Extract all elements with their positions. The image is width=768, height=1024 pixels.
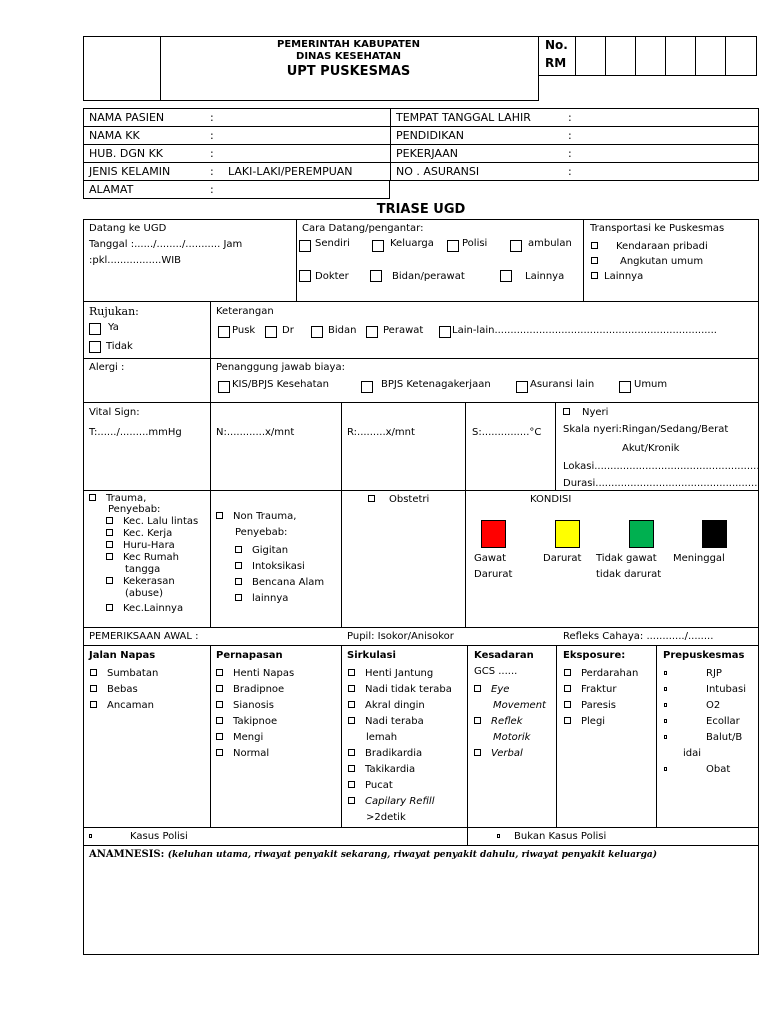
triage-title: TRIASE UGD bbox=[376, 202, 466, 217]
checkbox-icon[interactable] bbox=[106, 517, 113, 524]
prehospital-item[interactable]: Obat bbox=[664, 762, 758, 778]
checkbox-icon[interactable] bbox=[235, 578, 242, 585]
checkbox-icon[interactable] bbox=[664, 703, 667, 707]
checkbox-polisi[interactable] bbox=[447, 240, 459, 252]
checkbox-icon[interactable] bbox=[216, 717, 223, 724]
trauma-item-cont: tangga bbox=[125, 564, 161, 575]
header-line1: PEMERINTAH KABUPATEN bbox=[277, 39, 420, 50]
circulation-item[interactable]: Akral dingin bbox=[348, 698, 452, 714]
exposure-item[interactable]: Plegi bbox=[564, 714, 638, 730]
checkbox-icon[interactable] bbox=[564, 717, 571, 724]
checkbox-icon[interactable] bbox=[497, 834, 500, 838]
label-jenis-kelamin: JENIS KELAMIN bbox=[89, 165, 171, 178]
circulation-title: Sirkulasi bbox=[347, 650, 396, 661]
trauma-item[interactable]: Kekerasan bbox=[106, 576, 198, 588]
checkbox-icon[interactable] bbox=[90, 701, 97, 708]
condition-yellow-swatch[interactable] bbox=[555, 520, 580, 548]
airway-item[interactable]: Bebas bbox=[90, 682, 158, 698]
consciousness-title: Kesadaran bbox=[474, 650, 534, 661]
condition-label-black: Meninggal bbox=[673, 553, 725, 564]
label-hub-kk: HUB. DGN KK bbox=[89, 147, 164, 160]
checkbox-icon[interactable] bbox=[564, 701, 571, 708]
breathing-item[interactable]: Normal bbox=[216, 746, 294, 762]
non-trauma-title[interactable]: Non Trauma, bbox=[216, 511, 296, 523]
anamnesis-heading bbox=[89, 848, 657, 862]
checkbox-icon[interactable] bbox=[348, 765, 355, 772]
checkbox-icon[interactable] bbox=[664, 671, 667, 675]
vital-pulse: N:............x/mnt bbox=[216, 427, 295, 438]
checkbox-dr[interactable] bbox=[265, 326, 277, 338]
checkbox-icon[interactable] bbox=[664, 719, 667, 723]
header-line2: DINAS KESEHATAN bbox=[296, 51, 401, 62]
colon: : bbox=[210, 147, 214, 160]
colon: : bbox=[210, 165, 214, 178]
checkbox-bidan-perawat[interactable] bbox=[370, 270, 382, 282]
option-sendiri: Sendiri bbox=[315, 238, 350, 249]
checkbox-icon[interactable] bbox=[90, 685, 97, 692]
label-tempat-lahir: TEMPAT TANGGAL LAHIR bbox=[396, 111, 531, 124]
checkbox-icon[interactable] bbox=[368, 495, 375, 502]
checkbox-icon[interactable] bbox=[89, 834, 92, 838]
checkbox-kis-bpjs[interactable] bbox=[218, 381, 230, 393]
trauma-item[interactable]: Huru-Hara bbox=[106, 540, 198, 552]
colon: : bbox=[210, 183, 214, 196]
payer-bpjs-tk: BPJS Ketenagakerjaan bbox=[381, 379, 491, 390]
trauma-title[interactable]: Trauma, bbox=[89, 493, 146, 505]
vital-temp: S:...............°C bbox=[472, 427, 542, 438]
airway-item[interactable]: Sumbatan bbox=[90, 666, 158, 682]
breathing-item[interactable]: Sianosis bbox=[216, 698, 294, 714]
checkbox-icon[interactable] bbox=[664, 767, 667, 771]
checkbox-lainnya-datang[interactable] bbox=[500, 270, 512, 282]
breathing-item[interactable]: Bradipnoe bbox=[216, 682, 294, 698]
condition-red-swatch[interactable] bbox=[481, 520, 506, 548]
anamnesis-detail: (keluhan utama, riwayat penyakit sekarang, riwayat penyakit dahulu, riwayat penyakit keluarga) bbox=[167, 850, 658, 860]
colon: : bbox=[210, 129, 214, 142]
checkbox-icon[interactable] bbox=[235, 546, 242, 553]
obstetri-option[interactable]: Obstetri bbox=[368, 494, 429, 506]
airway-title: Jalan Napas bbox=[89, 650, 156, 661]
checkbox-icon[interactable] bbox=[474, 685, 481, 692]
referral-title: Rujukan: bbox=[89, 305, 139, 318]
transport-option[interactable]: Kendaraan pribadi bbox=[591, 239, 708, 254]
prehospital-item-cont: idai bbox=[683, 748, 702, 759]
checkbox-icon[interactable] bbox=[235, 594, 242, 601]
option-perawat: Perawat bbox=[383, 325, 424, 336]
condition-label-red-2: Darurat bbox=[474, 569, 513, 580]
reflex-label: Refleks Cahaya: ............/........ bbox=[563, 631, 714, 642]
checkbox-icon[interactable] bbox=[89, 494, 96, 501]
pain-duration: Durasi................................................... bbox=[563, 478, 758, 489]
prehospital-item[interactable]: O2 bbox=[664, 698, 758, 714]
pain-checkbox-row[interactable]: Nyeri bbox=[563, 407, 608, 419]
checkbox-icon[interactable] bbox=[348, 701, 355, 708]
checkbox-ambulan[interactable] bbox=[510, 240, 522, 252]
gcs-label: GCS ...... bbox=[474, 666, 518, 677]
trauma-item[interactable]: Kec.Lainnya bbox=[106, 603, 198, 615]
checkbox-icon[interactable] bbox=[664, 687, 667, 691]
option-bidan: Bidan bbox=[328, 325, 357, 336]
trauma-item[interactable]: Kec. Lalu lintas bbox=[106, 516, 198, 528]
checkbox-keluarga[interactable] bbox=[372, 240, 384, 252]
allergy-label: Alergi : bbox=[89, 362, 125, 373]
colon: : bbox=[568, 165, 572, 178]
trauma-item[interactable]: Kec. Kerja bbox=[106, 528, 198, 540]
checkbox-icon[interactable] bbox=[348, 781, 355, 788]
referral-ya: Ya bbox=[108, 322, 119, 333]
prehospital-title: Prepuskesmas bbox=[663, 650, 745, 661]
arrival-date: Tanggal :....../......../........... Jam bbox=[89, 239, 243, 250]
police-case[interactable]: Kasus Polisi bbox=[89, 831, 188, 843]
checkbox-icon[interactable] bbox=[564, 685, 571, 692]
initial-exam-label: PEMERIKSAAN AWAL : bbox=[89, 631, 199, 642]
checkbox-icon[interactable] bbox=[348, 717, 355, 724]
checkbox-bpjs-tk[interactable] bbox=[361, 381, 373, 393]
exposure-item[interactable]: Perdarahan bbox=[564, 666, 638, 682]
non-trauma-item[interactable]: lainnya bbox=[235, 591, 324, 607]
checkbox-icon[interactable] bbox=[591, 272, 598, 279]
colon: : bbox=[568, 129, 572, 142]
gender-value: LAKI-LAKI/PEREMPUAN bbox=[228, 165, 353, 178]
checkbox-icon[interactable] bbox=[216, 512, 223, 519]
prehospital-item[interactable]: Ecollar bbox=[664, 714, 758, 730]
vital-resp: R:.........x/mnt bbox=[347, 427, 415, 438]
checkbox-icon[interactable] bbox=[106, 553, 113, 560]
checkbox-icon[interactable] bbox=[106, 604, 113, 611]
option-dr: Dr bbox=[282, 325, 294, 336]
checkbox-icon[interactable] bbox=[348, 669, 355, 676]
label-no-asuransi: NO . ASURANSI bbox=[396, 165, 480, 178]
payer-kis-bpjs: KIS/BPJS Kesehatan bbox=[232, 379, 330, 390]
checkbox-icon[interactable] bbox=[216, 733, 223, 740]
checkbox-icon[interactable] bbox=[348, 797, 355, 804]
consciousness-item-cont: Movement bbox=[493, 700, 546, 711]
checkbox-icon[interactable] bbox=[664, 735, 667, 739]
circulation-item[interactable]: Capilary Refill bbox=[348, 794, 452, 810]
label-alamat: ALAMAT bbox=[89, 183, 134, 196]
checkbox-dokter[interactable] bbox=[299, 270, 311, 282]
prehospital-item[interactable]: RJP bbox=[664, 666, 758, 682]
circulation-item[interactable]: Henti Jantung bbox=[348, 666, 452, 682]
checkbox-perawat[interactable] bbox=[366, 326, 378, 338]
non-police-case[interactable]: Bukan Kasus Polisi bbox=[497, 831, 606, 843]
payer-asuransi-lain: Asuransi lain bbox=[530, 379, 595, 390]
pupil-label: Pupil: Isokor/Anisokor bbox=[347, 631, 454, 642]
trauma-item-cont: (abuse) bbox=[125, 588, 163, 599]
checkbox-icon[interactable] bbox=[216, 749, 223, 756]
checkbox-icon[interactable] bbox=[106, 577, 113, 584]
label-pekerjaan: PEKERJAAN bbox=[396, 147, 459, 160]
condition-label-green: Tidak gawat bbox=[596, 553, 657, 564]
pain-location: Lokasi.................................................... bbox=[563, 461, 760, 472]
transport-option[interactable]: Lainnya bbox=[591, 269, 708, 284]
label-nama-pasien: NAMA PASIEN bbox=[89, 111, 165, 124]
option-ambulan: ambulan bbox=[528, 238, 572, 249]
exposure-item[interactable]: Paresis bbox=[564, 698, 638, 714]
checkbox-icon[interactable] bbox=[474, 717, 481, 724]
consciousness-item[interactable]: Reflek bbox=[474, 714, 546, 730]
circulation-item-cont: >2detik bbox=[366, 812, 406, 823]
arrival-title: Datang ke UGD bbox=[89, 223, 167, 234]
breathing-title: Pernapasan bbox=[216, 650, 283, 661]
transport-mode-title: Cara Datang/pengantar: bbox=[302, 223, 424, 234]
payer-umum: Umum bbox=[634, 379, 668, 390]
vital-bp: T:....../.........mmHg bbox=[89, 427, 182, 438]
circulation-item[interactable]: Pucat bbox=[348, 778, 452, 794]
transport-title: Transportasi ke Puskesmas bbox=[590, 223, 725, 234]
checkbox-icon[interactable] bbox=[216, 685, 223, 692]
non-trauma-item[interactable]: Gigitan bbox=[235, 543, 324, 559]
checkbox-icon[interactable] bbox=[348, 685, 355, 692]
condition-green-swatch[interactable] bbox=[629, 520, 654, 548]
checkbox-icon[interactable] bbox=[474, 749, 481, 756]
option-bidan-perawat: Bidan/perawat bbox=[392, 271, 465, 282]
pain-type: Akut/Kronik bbox=[622, 443, 680, 454]
arrival-time: :pkl.................WIB bbox=[89, 255, 182, 266]
no-rm-label: No. bbox=[545, 38, 568, 52]
checkbox-icon[interactable] bbox=[564, 669, 571, 676]
trauma-cause: Penyebab: bbox=[108, 504, 161, 515]
condition-label-green-2: tidak darurat bbox=[596, 569, 662, 580]
breathing-item[interactable]: Henti Napas bbox=[216, 666, 294, 682]
anamnesis-label: ANAMNESIS: bbox=[89, 849, 165, 860]
checkbox-lain-lain[interactable] bbox=[439, 326, 451, 338]
checkbox-pusk[interactable] bbox=[218, 326, 230, 338]
consciousness-item-cont: Motorik bbox=[493, 732, 531, 743]
circulation-item[interactable]: Takikardia bbox=[348, 762, 452, 778]
condition-label-red: Gawat bbox=[474, 553, 507, 564]
header-line3: UPT PUSKESMAS bbox=[286, 64, 411, 79]
checkbox-icon[interactable] bbox=[90, 669, 97, 676]
airway-item[interactable]: Ancaman bbox=[90, 698, 158, 714]
checkbox-icon[interactable] bbox=[348, 749, 355, 756]
checkbox-icon[interactable] bbox=[216, 701, 223, 708]
exposure-item[interactable]: Fraktur bbox=[564, 682, 638, 698]
prehospital-item[interactable]: Balut/B bbox=[664, 730, 758, 746]
condition-title: KONDISI bbox=[530, 494, 572, 505]
consciousness-item[interactable]: Verbal bbox=[474, 746, 546, 762]
checkbox-icon[interactable] bbox=[563, 408, 570, 415]
circulation-item[interactable]: Nadi teraba bbox=[348, 714, 452, 730]
referral-tidak: Tidak bbox=[106, 341, 133, 352]
colon: : bbox=[210, 111, 214, 124]
checkbox-icon[interactable] bbox=[235, 562, 242, 569]
option-lainnya-datang: Lainnya bbox=[525, 271, 565, 282]
checkbox-umum[interactable] bbox=[619, 381, 631, 393]
prehospital-item[interactable]: Intubasi bbox=[664, 682, 758, 698]
checkbox-icon[interactable] bbox=[216, 669, 223, 676]
checkbox-rujukan-ya[interactable] bbox=[89, 323, 101, 335]
option-polisi: Polisi bbox=[462, 238, 488, 249]
condition-label-yellow: Darurat bbox=[543, 553, 582, 564]
non-trauma-item[interactable]: Bencana Alam bbox=[235, 575, 324, 591]
option-dokter: Dokter bbox=[315, 271, 349, 282]
checkbox-icon[interactable] bbox=[106, 541, 113, 548]
circulation-item-cont: lemah bbox=[366, 732, 398, 743]
colon: : bbox=[568, 147, 572, 160]
checkbox-bidan[interactable] bbox=[311, 326, 323, 338]
referral-info-title: Keterangan bbox=[216, 306, 274, 317]
pain-scale: Skala nyeri:Ringan/Sedang/Berat bbox=[563, 424, 729, 435]
checkbox-icon[interactable] bbox=[591, 257, 598, 264]
exposure-title: Eksposure: bbox=[563, 650, 626, 661]
non-trauma-cause: Penyebab: bbox=[235, 527, 288, 538]
label-pendidikan: PENDIDIKAN bbox=[396, 129, 465, 142]
transport-option[interactable]: Angkutan umum bbox=[591, 254, 708, 269]
vital-title: Vital Sign: bbox=[89, 407, 140, 418]
breathing-item[interactable]: Mengi bbox=[216, 730, 294, 746]
option-lain-lain: Lain-lain...................................................................... bbox=[452, 325, 717, 336]
colon: : bbox=[568, 111, 572, 124]
checkbox-asuransi-lain[interactable] bbox=[516, 381, 528, 393]
checkbox-icon[interactable] bbox=[591, 242, 598, 249]
checkbox-rujukan-tidak[interactable] bbox=[89, 341, 101, 353]
non-trauma-item[interactable]: Intoksikasi bbox=[235, 559, 324, 575]
breathing-item[interactable]: Takipnoe bbox=[216, 714, 294, 730]
condition-black-swatch[interactable] bbox=[702, 520, 727, 548]
payer-title: Penanggung jawab biaya: bbox=[216, 362, 345, 373]
checkbox-sendiri[interactable] bbox=[299, 240, 311, 252]
label-nama-kk: NAMA KK bbox=[89, 129, 140, 142]
no-rm-label-2: RM bbox=[545, 56, 567, 70]
consciousness-item[interactable]: Eye bbox=[474, 682, 546, 698]
checkbox-icon[interactable] bbox=[106, 529, 113, 536]
option-pusk: Pusk bbox=[232, 325, 256, 336]
trauma-item[interactable]: Kec Rumah bbox=[106, 552, 198, 564]
circulation-item[interactable]: Nadi tidak teraba bbox=[348, 682, 452, 698]
circulation-item[interactable]: Bradikardia bbox=[348, 746, 452, 762]
option-keluarga: Keluarga bbox=[390, 238, 434, 249]
